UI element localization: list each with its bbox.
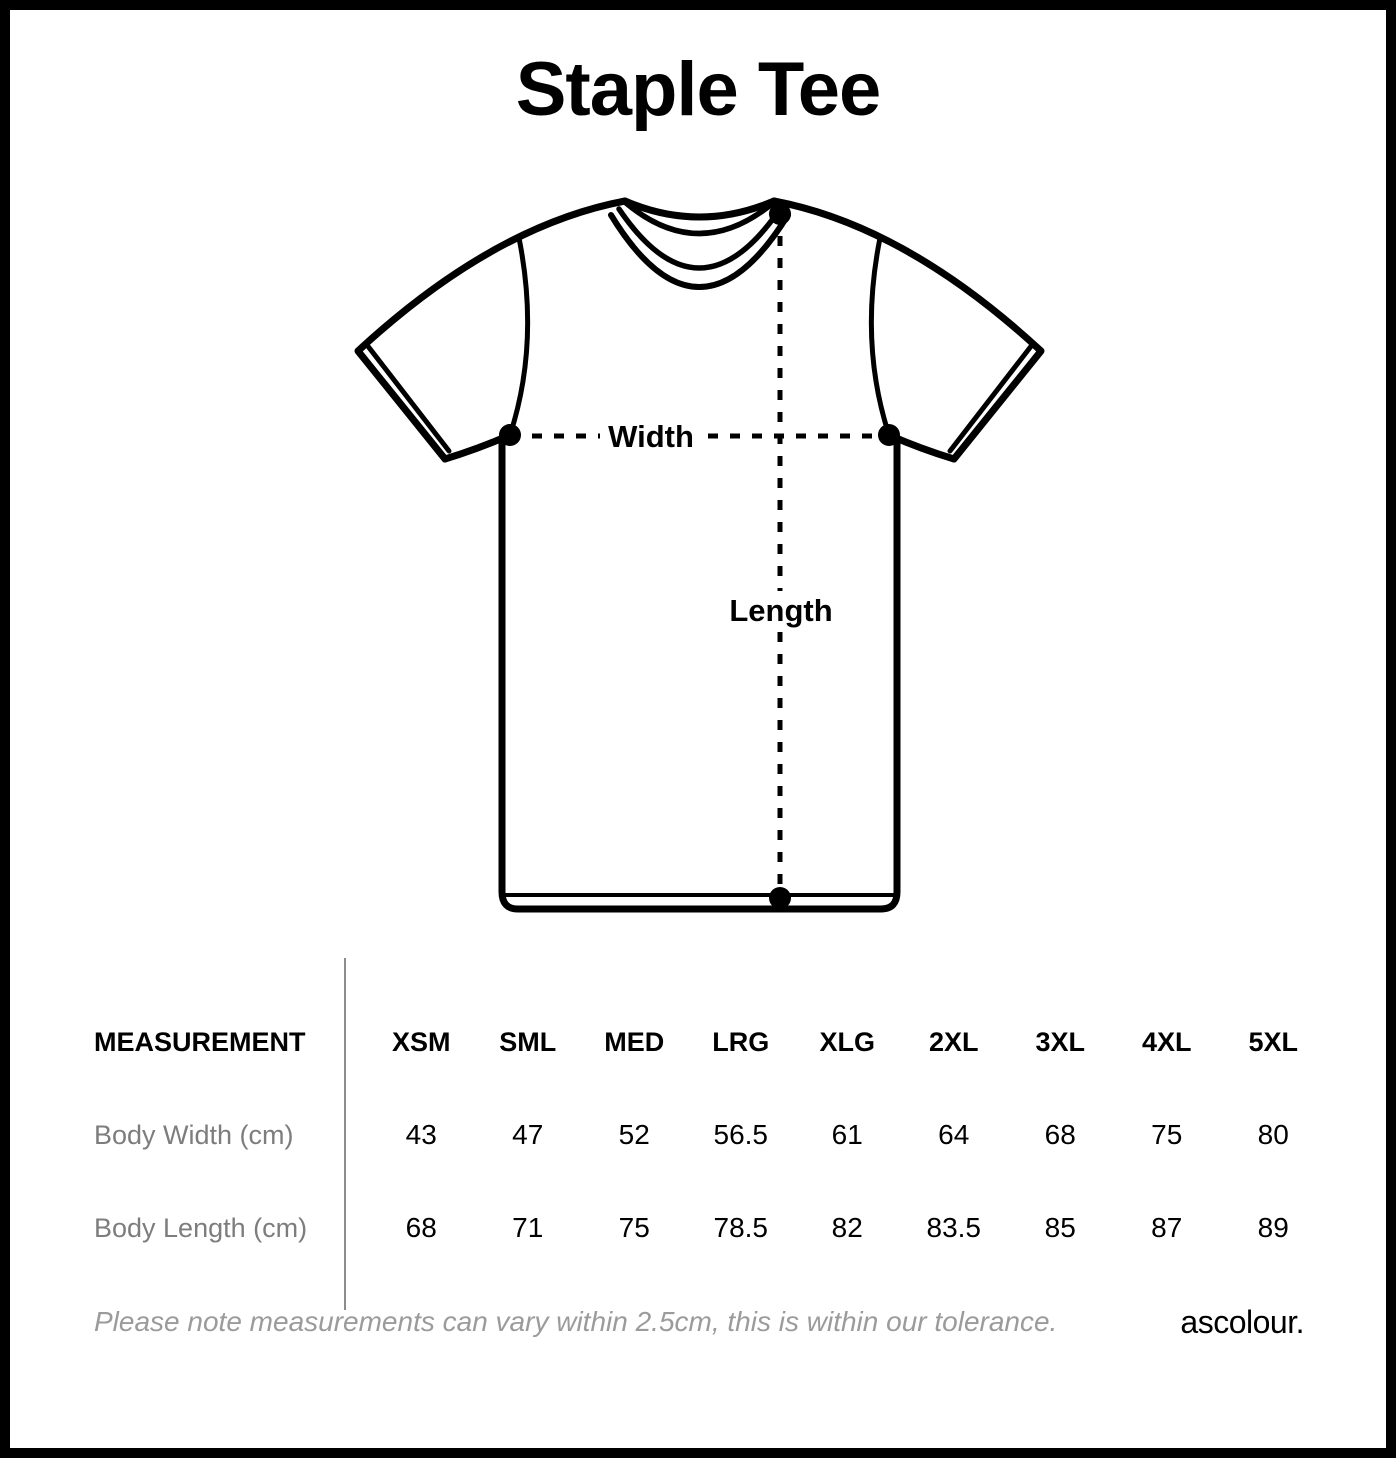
size-header-xlg: XLG — [819, 1026, 875, 1057]
tolerance-note: Please note measurements can vary within 2.5cm, this is within our tolerance. — [94, 1306, 1058, 1337]
body-length-value: 85 — [1044, 1212, 1076, 1243]
row-label-body-length: Body Length (cm) — [94, 1212, 308, 1243]
size-header-sml: SML — [499, 1026, 557, 1057]
body-length-value: 89 — [1257, 1212, 1289, 1243]
size-header-xsm: XSM — [391, 1026, 451, 1057]
body-length-value: 71 — [512, 1212, 544, 1243]
body-width-value: 61 — [831, 1119, 863, 1150]
ascolour-logo: ascolour. — [1180, 1303, 1304, 1340]
left-underarm-dot — [499, 424, 521, 446]
body-width-value: 43 — [405, 1119, 437, 1150]
body-width-value: 68 — [1044, 1119, 1076, 1150]
size-table — [94, 995, 1327, 1275]
size-header-lrg: LRG — [712, 1026, 770, 1057]
size-header-5xl: 5XL — [1248, 1026, 1299, 1057]
size-header-4xl: 4XL — [1141, 1026, 1192, 1057]
body-length-value: 87 — [1151, 1212, 1183, 1243]
body-length-value: 68 — [405, 1212, 437, 1243]
measurement-header: MEASUREMENT — [94, 1026, 306, 1057]
body-width-value: 80 — [1257, 1119, 1289, 1150]
body-length-value: 75 — [618, 1212, 650, 1243]
size-header-med: MED — [604, 1026, 665, 1057]
body-width-value: 52 — [618, 1119, 650, 1150]
body-length-value: 83.5 — [926, 1212, 981, 1243]
body-width-value: 56.5 — [713, 1119, 768, 1150]
body-width-value: 64 — [938, 1119, 970, 1150]
right-underarm-dot — [878, 424, 900, 446]
size-header-3xl: 3XL — [1035, 1026, 1086, 1057]
tshirt-outline — [358, 201, 1041, 909]
shoulder-dot — [769, 203, 791, 225]
hem-dot — [769, 887, 791, 909]
row-label-body-width: Body Width (cm) — [94, 1119, 294, 1150]
size-header-2xl: 2XL — [928, 1026, 979, 1057]
width-label: Width — [608, 419, 694, 454]
body-length-value: 82 — [831, 1212, 863, 1243]
body-width-value: 47 — [512, 1119, 544, 1150]
footer — [94, 1296, 1304, 1348]
body-length-value: 78.5 — [713, 1212, 768, 1243]
measurement-dots — [499, 203, 900, 909]
tshirt-diagram — [348, 188, 1048, 923]
page-title: Staple Tee — [515, 47, 881, 132]
body-width-value: 75 — [1151, 1119, 1183, 1150]
length-label: Length — [729, 593, 833, 628]
